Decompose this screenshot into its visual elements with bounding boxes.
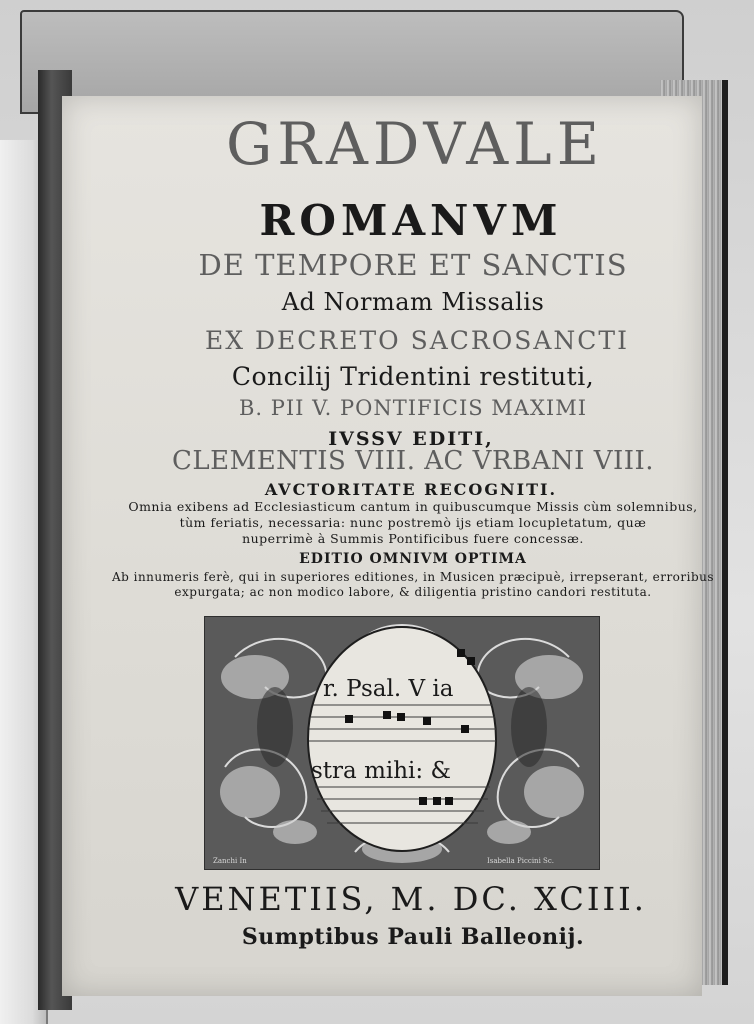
line-iussu: IVSSV EDITI, <box>328 428 494 450</box>
engraver-credit: Isabella Piccini Sc. <box>487 857 554 865</box>
engraving-text: r. Psal. V ia <box>323 676 454 702</box>
subtitle: ROMANVM <box>259 196 563 245</box>
para-omnia-line: Omnia exibens ad Ecclesiasticum cantum in quibuscumque Missis cùm solemnibus, <box>128 499 698 514</box>
line-editio: EDITIO OMNIVM OPTIMA <box>299 551 527 567</box>
engraving-text: stra mihi: & <box>311 758 451 784</box>
para-ab-line: expurgata; ac non modico labore, & diligentia pristino candori restituta. <box>174 585 652 599</box>
engraver-credit: Zanchi In <box>213 857 247 865</box>
line-clementis: CLEMENTIS VIII. AC VRBANI VIII. <box>171 446 655 476</box>
line-normam: Ad Normam Missalis <box>281 288 545 316</box>
line-auctoritate: AVCTORITATE RECOGNITI. <box>264 480 558 499</box>
line-decreto: EX DECRETO SACROSANCTI <box>205 326 629 355</box>
engraved-cartouche <box>204 616 600 870</box>
imprint-place: VENETIIS, M. DC. XCIII. <box>175 880 647 918</box>
line-pii: B. PII V. PONTIFICIS MAXIMI <box>238 396 588 420</box>
line-tempore: DE TEMPORE ET SANCTIS <box>198 248 628 282</box>
line-concilij: Concilij Tridentini restituti, <box>231 362 595 391</box>
imprint-publisher: Sumptibus Pauli Balleonij. <box>241 924 585 950</box>
para-ab-line: Ab innumeris ferè, qui in superiores editiones, in Musicen præcipuè, irrepserant, erroribus <box>111 570 715 584</box>
para-omnia-line: nuperrimè à Summis Pontificibus fuere concessæ. <box>242 531 584 546</box>
para-omnia-line: tùm feriatis, necessaria: nunc postremò ijs etiam locupletatum, quæ <box>179 515 647 530</box>
title: GRADVALE <box>225 110 605 178</box>
cartouche-illustration <box>205 617 599 869</box>
